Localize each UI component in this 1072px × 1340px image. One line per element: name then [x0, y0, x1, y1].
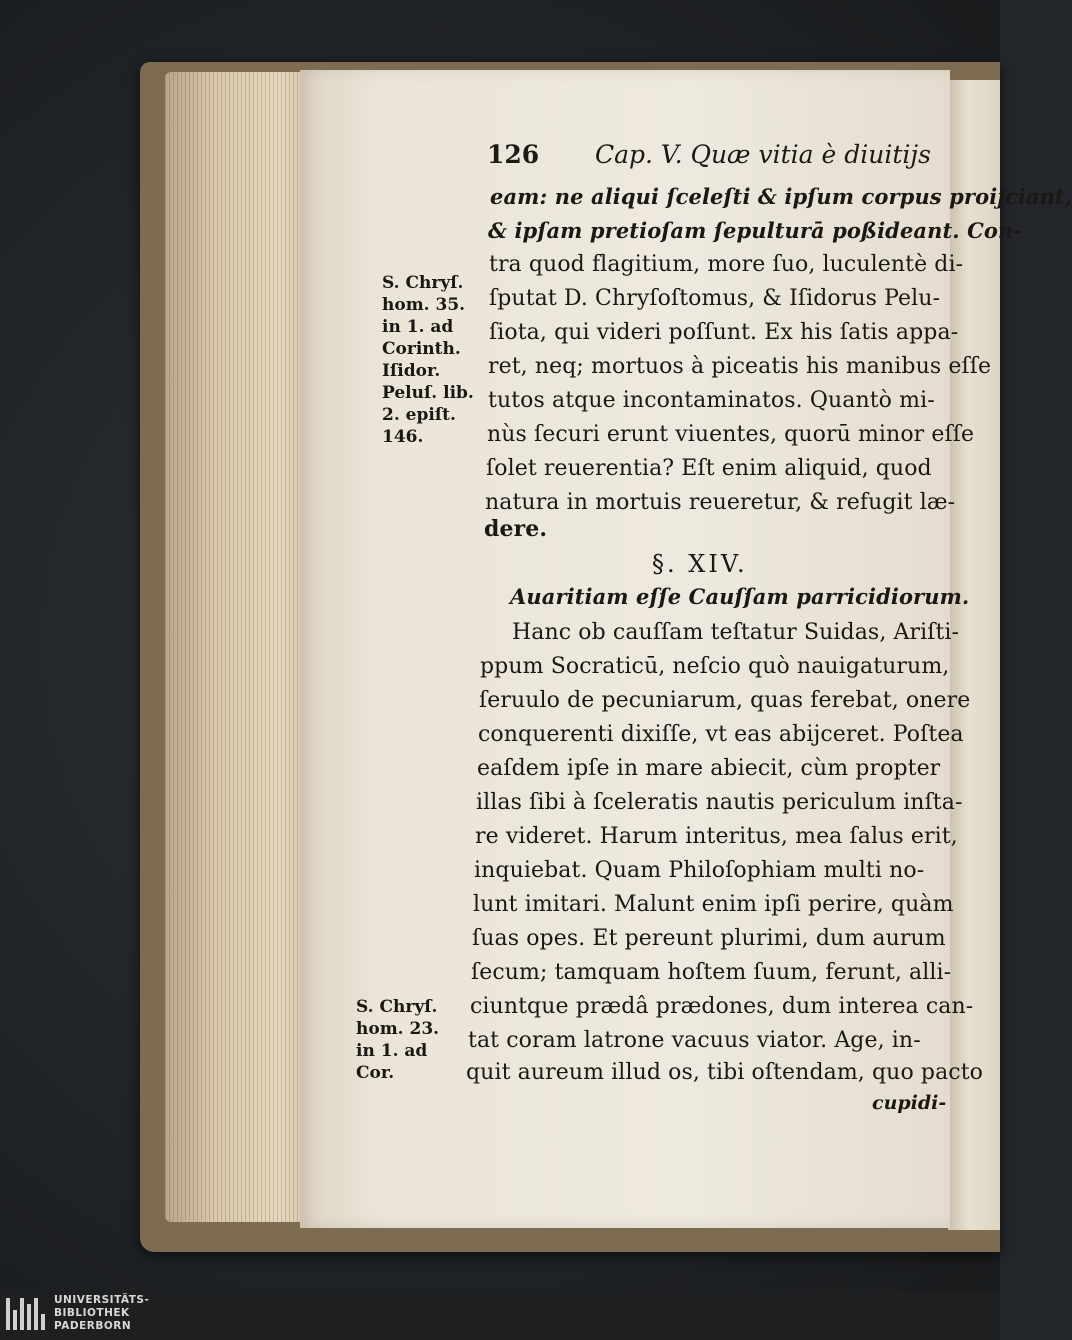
- body-line: & ipſam pretioſam ſepulturā poßideant. Con-: [488, 218, 1023, 243]
- body-line: ret, neq; mortuos à piceatis his manibus eſſe: [488, 354, 992, 379]
- body-line: tutos atque incontaminatos. Quantò mi-: [488, 388, 935, 413]
- library-name: [54, 1294, 149, 1333]
- section-title: Auaritiam eſſe Cauſſam parricidiorum.: [510, 584, 970, 609]
- running-title: Cap. V. Quæ vitia è diuitijs: [594, 140, 931, 169]
- library-name-line: UNIVERSITÄTS-: [54, 1294, 150, 1306]
- body-line: conquerenti dixiſſe, vt eas abijceret. Poſtea: [478, 722, 964, 747]
- body-line: inquiebat. Quam Philoſophiam multi no-: [474, 858, 925, 883]
- body-line: ſputat D. Chryſoſtomus, & Iſidorus Pelu-: [489, 286, 941, 311]
- body-line: re videret. Harum interitus, mea ſalus erit,: [475, 824, 958, 849]
- section-number: §. XIV.: [652, 550, 748, 578]
- body-line: eam: ne aliqui ſceleſti & ipſum corpus proijciant,: [490, 184, 1072, 209]
- body-line: ciuntque prædâ prædones, dum interea can-: [470, 994, 974, 1019]
- body-line: eaſdem ipſe in mare abiecit, cùm propter: [477, 756, 941, 781]
- body-line: tra quod flagitium, more ſuo, luculentè di-: [489, 252, 964, 277]
- body-line: ſeruulo de pecuniarum, quas ferebat, onere: [479, 688, 971, 713]
- marginal-note-line: hom. 35.: [382, 295, 466, 315]
- running-head: [487, 140, 931, 180]
- library-name-line: BIBLIOTHEK: [54, 1307, 130, 1319]
- body-line: ſiota, qui videri poſſunt. Ex his ſatis appa-: [489, 320, 959, 345]
- body-line: illas ſibi à ſceleratis nautis periculum inſta-: [476, 790, 963, 815]
- body-line: dere.: [484, 516, 548, 542]
- marginal-note-line: in 1. ad: [382, 317, 454, 337]
- marginal-note-line: Corinth.: [382, 339, 461, 359]
- body-line: ppum Socraticū, neſcio quò nauigaturum,: [480, 654, 950, 679]
- marginal-note-line: hom. 23.: [356, 1019, 440, 1039]
- marginal-note-line: Peluſ. lib.: [382, 383, 474, 403]
- body-line: quit aureum illud os, tibi oſtendam, quo pacto: [466, 1060, 983, 1085]
- catchword: cupidi-: [872, 1092, 947, 1114]
- marginal-note-line: S. Chryſ.: [356, 997, 438, 1017]
- page-number: 126: [487, 140, 540, 169]
- body-line: tat coram latrone vacuus viator. Age, in-: [468, 1028, 921, 1053]
- marginal-note-line: in 1. ad: [356, 1041, 428, 1061]
- body-line: ſuas opes. Et pereunt plurimi, dum aurum: [472, 926, 946, 951]
- marginal-note-line: S. Chryſ.: [382, 273, 464, 293]
- body-line: nùs ſecuri erunt viuentes, quorū minor eſſe: [487, 422, 975, 447]
- marginal-note-line: Cor.: [356, 1063, 395, 1083]
- marginal-note: [356, 996, 439, 1084]
- library-name-line: PADERBORN: [54, 1320, 132, 1332]
- body-line: lunt imitari. Malunt enim ipſi perire, quàm: [473, 892, 954, 917]
- marginal-note: [382, 272, 474, 448]
- library-footer: [0, 1290, 1000, 1340]
- marginal-note-line: Iſidor.: [382, 361, 441, 381]
- body-line: natura in mortuis reueretur, & refugit læ-: [485, 490, 956, 515]
- marginal-note-line: 146.: [382, 427, 424, 447]
- body-line: ſecum; tamquam hoſtem ſuum, ferunt, alli-: [471, 960, 952, 985]
- marginal-note-line: 2. epiſt.: [382, 405, 456, 425]
- body-line: ſolet reuerentia? Eſt enim aliquid, quod: [486, 456, 932, 481]
- library-logo-icon: [6, 1298, 46, 1330]
- body-line: Hanc ob cauſſam teſtatur Suidas, Ariſti-: [512, 620, 960, 645]
